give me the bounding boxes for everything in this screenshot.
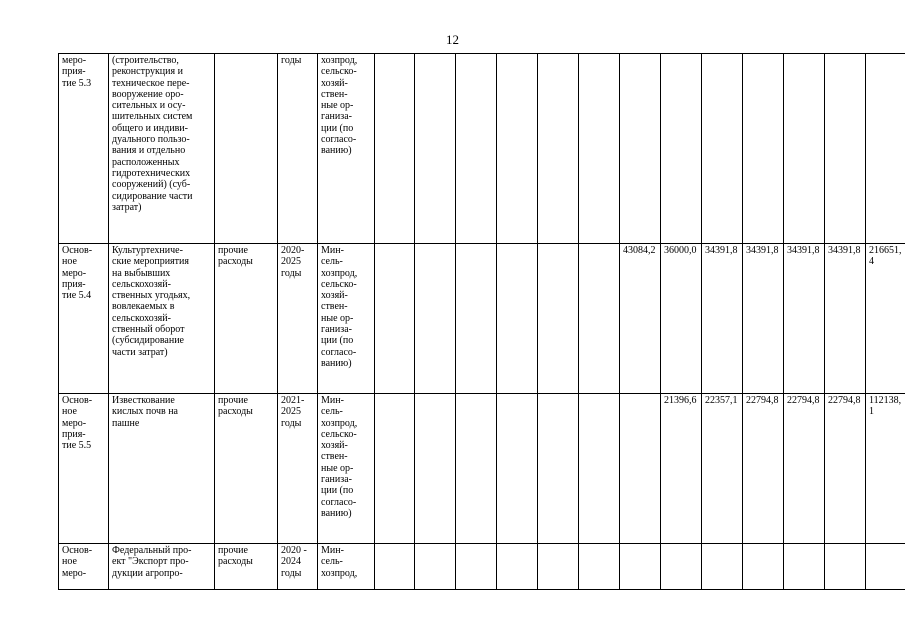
value-cell [620, 54, 661, 244]
budget-table [58, 53, 905, 590]
table-row [59, 544, 905, 590]
cell-text-line: ганиза- [321, 111, 352, 123]
value-cell [497, 244, 538, 394]
cell-text-line: сель- [321, 406, 343, 418]
value-cell [375, 54, 415, 244]
cell-text-line: Основ- [62, 395, 93, 406]
cell-text-line: ствен- [321, 451, 348, 463]
value-cell [497, 54, 538, 244]
cell-text-line: меро- [62, 267, 87, 279]
expense-type-cell [215, 54, 278, 244]
value-cell [456, 394, 497, 544]
cell-text-line: согласо- [321, 496, 357, 508]
cell-text-line: сель- [321, 556, 343, 568]
cell-text-line: кислых почв на [112, 406, 178, 418]
cell-text-line: Федеральный про- [112, 545, 192, 556]
value-cell [456, 544, 497, 590]
cell-text-line: 2020 - [281, 545, 307, 556]
value-cell [825, 544, 866, 590]
table-row [59, 244, 905, 394]
value-cell [456, 54, 497, 244]
cell-text-line: ственный оборот [112, 324, 185, 336]
value-cell [415, 544, 456, 590]
cell-text-line: сительных и осу- [112, 100, 186, 112]
value-cell [415, 244, 456, 394]
event-name-cell [109, 394, 215, 544]
event-name-cell [109, 544, 215, 590]
cell-text-line: ное [62, 256, 77, 268]
value-cell [415, 394, 456, 544]
cell-text-line: сель- [321, 256, 343, 268]
value-cell: 34391,8 [784, 244, 825, 394]
value-cell [661, 54, 702, 244]
cell-text-line: хозпрод, [321, 267, 358, 279]
table-row [59, 54, 905, 244]
cell-text-line: (субсидирование [112, 335, 184, 347]
value-cell [415, 54, 456, 244]
cell-text-line: расположенных [112, 156, 180, 168]
executor-cell [318, 54, 375, 244]
value-cell [538, 394, 579, 544]
value-cell [784, 54, 825, 244]
value-cell: 34391,8 [702, 244, 743, 394]
cell-text-line: годы [281, 567, 302, 579]
period-cell [278, 544, 318, 590]
cell-text-line: ванию) [321, 145, 352, 157]
cell-text-line: согласо- [321, 346, 357, 358]
cell-text-line: ствен- [321, 301, 348, 313]
value-cell [579, 244, 620, 394]
period-cell [278, 394, 318, 544]
cell-text-line: сельско- [321, 428, 357, 440]
cell-text-line: сооружений) (суб- [112, 179, 191, 191]
value-cell [661, 544, 702, 590]
value-cell [538, 244, 579, 394]
cell-text-line: ские мероприятия [112, 256, 189, 268]
cell-text-line: расходы [218, 406, 253, 418]
cell-text-line: хозпрод, [321, 567, 358, 579]
event-number-cell [59, 394, 109, 544]
cell-text-line: ные ор- [321, 312, 354, 324]
cell-text-line: Мин- [321, 395, 344, 406]
expense-type-cell [215, 544, 278, 590]
value-cell: 112138,1 [866, 394, 905, 544]
cell-text-line: прочие [218, 395, 248, 406]
cell-text-line: 2025 [281, 406, 301, 418]
executor-cell [318, 394, 375, 544]
cell-text-line: 2021- [281, 395, 305, 406]
cell-text-line: ные ор- [321, 100, 354, 112]
value-cell [375, 244, 415, 394]
cell-text-line: Культуртехниче- [112, 245, 183, 256]
cell-text-line: ванию) [321, 357, 352, 369]
event-number-cell [59, 244, 109, 394]
cell-text-line: 2025 [281, 256, 301, 268]
value-cell [702, 54, 743, 244]
event-number-cell [59, 544, 109, 590]
value-cell [620, 394, 661, 544]
value-cell: 216651,4 [866, 244, 905, 394]
cell-text-line: вания и отдельно [112, 145, 186, 157]
cell-text-line: сельскохозяй- [112, 278, 171, 290]
cell-text-line: гидротехнических [112, 167, 191, 179]
page-number: 12 [446, 32, 459, 47]
value-cell [702, 544, 743, 590]
cell-text-line: хозяй- [321, 77, 348, 89]
cell-text-line: затрат) [112, 201, 142, 213]
value-cell [579, 394, 620, 544]
cell-text-line: сельско- [321, 66, 357, 78]
cell-text-line: ект "Экспорт про- [112, 556, 189, 568]
table-row [59, 394, 905, 544]
cell-text-line: ции (по [321, 485, 354, 497]
cell-text-line: ции (по [321, 122, 354, 134]
cell-text-line: согласо- [321, 134, 357, 146]
executor-cell [318, 244, 375, 394]
value-cell [866, 54, 905, 244]
value-cell [784, 544, 825, 590]
cell-text-line: прочие [218, 545, 248, 556]
expense-type-cell [215, 394, 278, 544]
value-cell [620, 544, 661, 590]
cell-text-line: сельскохозяй- [112, 312, 171, 324]
cell-text-line: расходы [218, 556, 253, 568]
value-cell [375, 544, 415, 590]
cell-text-line: расходы [218, 256, 253, 268]
cell-text-line: сельско- [321, 278, 357, 290]
cell-text-line: тие 5.4 [62, 290, 92, 302]
cell-text-line: дукции агропро- [112, 567, 183, 579]
value-cell [825, 54, 866, 244]
cell-text-line: реконструкция и [112, 66, 183, 78]
period-cell [278, 54, 318, 244]
cell-text-line: Мин- [321, 245, 344, 256]
value-cell: 21396,6 [661, 394, 702, 544]
cell-text-line: шительных систем [112, 111, 193, 123]
cell-text-line: вооружение оро- [112, 88, 184, 100]
cell-text-line: ствен- [321, 88, 348, 100]
value-cell: 34391,8 [743, 244, 784, 394]
value-cell: 43084,2 [620, 244, 661, 394]
cell-text-line: прия- [62, 428, 86, 440]
value-cell: 36000,0 [661, 244, 702, 394]
cell-text-line: 2024 [281, 556, 301, 568]
cell-text-line: меро- [62, 417, 87, 429]
cell-text-line: Известкование [112, 395, 175, 406]
value-cell [497, 544, 538, 590]
cell-text-line: ганиза- [321, 474, 352, 486]
cell-text-line: ганиза- [321, 324, 352, 336]
event-name-cell [109, 54, 215, 244]
cell-text-line: ное [62, 406, 77, 418]
cell-text-line: сидирование части [112, 190, 193, 202]
value-cell: 22794,8 [784, 394, 825, 544]
cell-text-line: годы [281, 55, 302, 66]
cell-text-line: Основ- [62, 245, 93, 256]
cell-text-line: хозпрод, [321, 417, 358, 429]
cell-text-line: техническое пере- [112, 77, 190, 89]
value-cell: 22357,1 [702, 394, 743, 544]
cell-text-line: хозпрод, [321, 55, 358, 66]
value-cell: 34391,8 [825, 244, 866, 394]
period-cell [278, 244, 318, 394]
cell-text-line: пашне [112, 417, 140, 429]
value-cell [579, 54, 620, 244]
cell-text-line: вовлекаемых в [112, 301, 175, 313]
cell-text-line: ное [62, 556, 77, 568]
cell-text-line: прия- [62, 66, 86, 78]
cell-text-line: (строительство, [112, 55, 179, 66]
cell-text-line: ные ор- [321, 462, 354, 474]
cell-text-line: тие 5.3 [62, 77, 92, 89]
cell-text-line: на выбывших [112, 267, 171, 279]
cell-text-line: 2020- [281, 245, 305, 256]
cell-text-line: дуального пользо- [112, 134, 190, 146]
value-cell [538, 544, 579, 590]
cell-text-line: Мин- [321, 545, 344, 556]
value-cell: 22794,8 [825, 394, 866, 544]
cell-text-line: хозяй- [321, 290, 348, 302]
value-cell [497, 394, 538, 544]
value-cell [375, 394, 415, 544]
value-cell [456, 244, 497, 394]
value-cell [743, 54, 784, 244]
value-cell: 22794,8 [743, 394, 784, 544]
event-number-cell [59, 54, 109, 244]
cell-text-line: годы [281, 267, 302, 279]
value-cell [579, 544, 620, 590]
event-name-cell [109, 244, 215, 394]
value-cell [866, 544, 905, 590]
cell-text-line: части затрат) [112, 346, 168, 358]
cell-text-line: хозяй- [321, 440, 348, 452]
expense-type-cell [215, 244, 278, 394]
cell-text-line: годы [281, 417, 302, 429]
value-cell [538, 54, 579, 244]
cell-text-line: Основ- [62, 545, 93, 556]
cell-text-line: прия- [62, 278, 86, 290]
cell-text-line: общего и индиви- [112, 122, 188, 134]
executor-cell [318, 544, 375, 590]
cell-text-line: прочие [218, 245, 248, 256]
cell-text-line: тие 5.5 [62, 440, 92, 452]
cell-text-line: меро- [62, 567, 87, 579]
cell-text-line: ции (по [321, 335, 354, 347]
cell-text-line: меро- [62, 55, 87, 66]
cell-text-line: ственных угодьях, [112, 290, 191, 302]
value-cell [743, 544, 784, 590]
cell-text-line: ванию) [321, 507, 352, 519]
